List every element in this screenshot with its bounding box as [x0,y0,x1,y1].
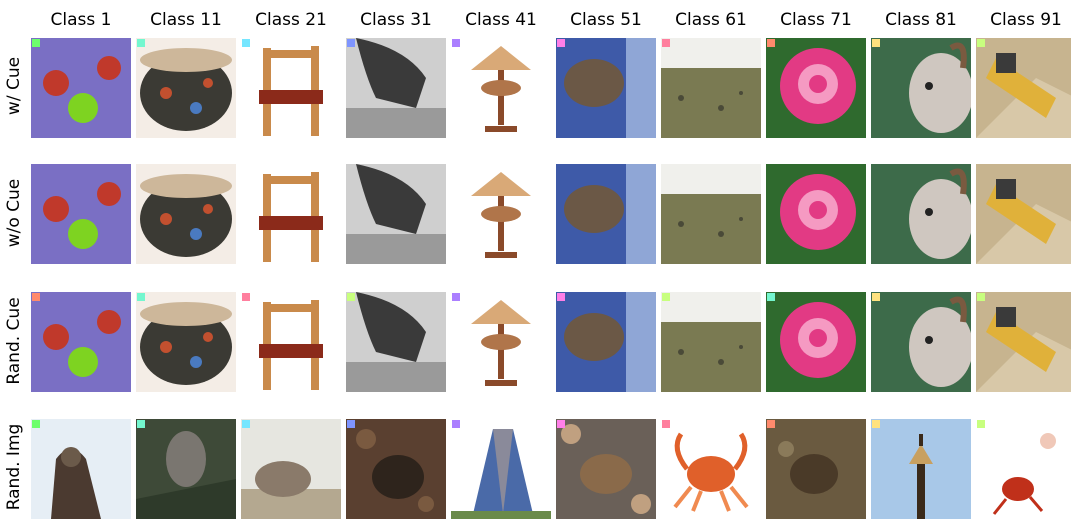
column-header: Class 61 [675,10,747,30]
column-header: Class 11 [150,10,222,30]
image-cell [451,38,551,138]
image-cell [661,292,761,392]
thumbnail-image [871,292,971,392]
color-cue-square [557,420,565,428]
color-cue-square [872,39,880,47]
image-cell [136,419,236,519]
thumbnail-image [451,292,551,392]
color-cue-square [557,293,565,301]
thumbnail-image [766,38,866,138]
thumbnail-image [346,292,446,392]
image-cell [661,38,761,138]
thumbnail-image [451,38,551,138]
thumbnail-image [451,419,551,519]
color-cue-square [872,293,880,301]
thumbnail-image [346,419,446,519]
thumbnail-image [241,38,341,138]
image-cell [556,419,656,519]
thumbnail-image [871,419,971,519]
image-cell [556,292,656,392]
thumbnail-image [31,292,131,392]
image-cell [451,419,551,519]
color-cue-square [977,420,985,428]
color-cue-square [32,39,40,47]
color-cue-square [767,39,775,47]
image-cell [241,419,341,519]
thumbnail-image [976,419,1071,519]
color-cue-square [242,293,250,301]
color-cue-square [242,420,250,428]
color-cue-square [557,39,565,47]
thumbnail-image [31,164,131,264]
image-cell [871,419,971,519]
color-cue-square [32,293,40,301]
image-cell [871,38,971,138]
column-header: Class 41 [465,10,537,30]
color-cue-square [767,420,775,428]
image-cell [976,292,1071,392]
image-cell [766,419,866,519]
thumbnail-image [136,164,236,264]
image-cell [766,38,866,138]
thumbnail-image [346,38,446,138]
color-cue-square [767,293,775,301]
color-cue-square [452,420,460,428]
thumbnail-image [451,164,551,264]
thumbnail-image [766,164,866,264]
image-cell [31,292,131,392]
thumbnail-image [976,164,1071,264]
thumbnail-image [871,38,971,138]
image-cell [661,164,761,264]
thumbnail-image [871,164,971,264]
thumbnail-image [661,38,761,138]
color-cue-square [452,293,460,301]
color-cue-square [347,420,355,428]
image-cell [766,292,866,392]
image-cell [31,38,131,138]
thumbnail-image [241,419,341,519]
column-header: Class 81 [885,10,957,30]
row-label: Rand. Img [4,423,24,511]
image-cell [136,292,236,392]
column-header: Class 71 [780,10,852,30]
image-cell [766,164,866,264]
color-cue-square [347,293,355,301]
color-cue-square [662,39,670,47]
image-cell [871,292,971,392]
thumbnail-image [556,164,656,264]
color-cue-square [137,39,145,47]
image-cell [346,419,446,519]
thumbnail-image [241,292,341,392]
image-cell [556,164,656,264]
column-header: Class 51 [570,10,642,30]
image-cell [661,419,761,519]
image-cell [241,292,341,392]
color-cue-square [347,39,355,47]
image-cell [241,164,341,264]
thumbnail-image [661,292,761,392]
color-cue-square [662,420,670,428]
image-cell [31,164,131,264]
color-cue-square [872,420,880,428]
thumbnail-image [346,164,446,264]
color-cue-square [137,293,145,301]
thumbnail-image [241,164,341,264]
color-cue-square [242,39,250,47]
thumbnail-image [31,38,131,138]
image-cell [976,419,1071,519]
thumbnail-image [556,419,656,519]
row-label: w/o Cue [4,178,24,248]
thumbnail-image [766,292,866,392]
image-cell [346,164,446,264]
image-cell [346,38,446,138]
color-cue-square [662,293,670,301]
thumbnail-image [766,419,866,519]
image-cell [241,38,341,138]
image-cell [451,164,551,264]
column-header: Class 31 [360,10,432,30]
thumbnail-image [976,38,1071,138]
color-cue-square [452,39,460,47]
thumbnail-image [661,164,761,264]
image-cell [976,38,1071,138]
color-cue-square [977,39,985,47]
image-cell [871,164,971,264]
thumbnail-image [136,38,236,138]
thumbnail-image [136,419,236,519]
thumbnail-image [661,419,761,519]
image-cell [136,164,236,264]
image-cell [31,419,131,519]
image-cell [976,164,1071,264]
row-label: Rand. Cue [4,297,24,385]
thumbnail-image [556,38,656,138]
image-cell [556,38,656,138]
thumbnail-image [31,419,131,519]
color-cue-square [977,293,985,301]
color-cue-square [137,420,145,428]
row-label: w/ Cue [4,56,24,116]
image-cell [451,292,551,392]
image-cell [136,38,236,138]
column-header: Class 91 [990,10,1062,30]
column-header: Class 21 [255,10,327,30]
image-cell [346,292,446,392]
thumbnail-image [976,292,1071,392]
column-header: Class 1 [50,10,112,30]
thumbnail-image [136,292,236,392]
thumbnail-image [556,292,656,392]
color-cue-square [32,420,40,428]
